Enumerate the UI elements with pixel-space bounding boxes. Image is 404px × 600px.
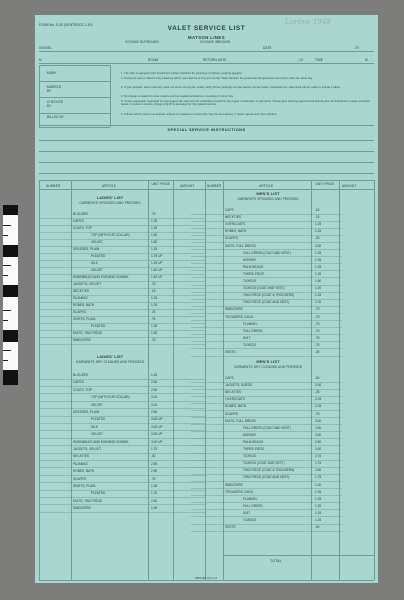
unit-price: .30 — [151, 454, 156, 459]
article-name: FULL DRESS (COAT AND VEST) — [243, 250, 291, 255]
row-rule — [191, 488, 342, 489]
row-rule — [39, 253, 205, 254]
article-name: ROBES, BATH — [73, 469, 95, 474]
article-name: SWEATERS — [73, 338, 91, 342]
notice-1: 1. The ship is equipped with limited but modern facilities for pressing of ordinary wearing apparel. — [121, 72, 243, 75]
row-rule — [39, 302, 205, 303]
article-name: SWEATERS — [73, 506, 91, 511]
row-rule — [39, 497, 205, 498]
unit-price: .75 — [151, 338, 156, 342]
row-rule — [39, 504, 205, 505]
row-rule — [39, 281, 205, 282]
total-label: TOTAL — [270, 559, 282, 563]
unit-price: 1.00 — [151, 506, 158, 511]
article-name: JACKETS, VELVET — [73, 447, 102, 451]
unit-price: 1.25 — [315, 489, 322, 494]
article-name: TUXEDO — [243, 518, 257, 522]
row-rule — [191, 249, 342, 250]
row-rule — [191, 453, 342, 454]
row-rule — [39, 490, 205, 491]
unit-price: 1.75 — [151, 491, 158, 496]
m-label: M — [39, 58, 42, 62]
unit-price: 1.25 — [315, 264, 322, 269]
row-rule — [191, 327, 342, 328]
unit-price: 3.00 — [151, 402, 158, 407]
row-rule — [39, 416, 205, 417]
checked-by-label: CHECKED BY — [47, 100, 64, 108]
unit-price: 1.75 — [315, 475, 322, 480]
col-amount-right: AMOUNT — [342, 184, 357, 188]
room-label: ROOM — [148, 58, 159, 62]
row-rule — [191, 299, 342, 300]
col-article-left: ARTICLE — [102, 184, 117, 188]
article-name: CAPS — [225, 208, 234, 212]
row-rule — [39, 218, 205, 219]
unit-price: .15 — [151, 289, 156, 293]
row-rule — [191, 382, 342, 383]
unit-price: 1.25 — [315, 496, 322, 501]
row-rule — [191, 417, 342, 418]
unit-price: 2.50 — [315, 439, 322, 444]
row-rule — [191, 341, 342, 342]
unit-price: 2.50 — [151, 387, 158, 392]
row-rule — [39, 239, 205, 240]
row-rule — [191, 285, 342, 286]
row-rule — [191, 235, 342, 236]
unit-price: 1.50 — [151, 331, 158, 335]
row-rule — [39, 401, 205, 402]
printer-line: PRINTED IN U.S.A. — [195, 577, 218, 580]
row-rule — [191, 313, 342, 314]
unit-price: 1.50 — [151, 240, 158, 244]
unit-price: .75 — [151, 282, 156, 286]
article-name: THREE-PIECE — [243, 447, 265, 451]
col-unit-price-right: UNIT PRICE — [315, 182, 335, 186]
row-rule — [39, 330, 205, 331]
unit-price: 1.75 — [315, 461, 322, 466]
article-name: FULL DRESS — [243, 503, 263, 508]
unit-price: 1.25 — [151, 247, 158, 251]
color-calibration-ruler — [3, 205, 18, 385]
article-name: PALM BEACH — [243, 439, 264, 444]
article-name: SUITS, FULL DRESS — [225, 243, 256, 248]
row-rule — [191, 495, 342, 496]
article-name: TROUSERS, DUCK — [225, 314, 254, 319]
unit-price: 1.25 — [151, 296, 158, 300]
row-rule — [191, 214, 342, 215]
article-name: JACKETS, SUEDE — [225, 383, 253, 388]
row-rule — [191, 320, 342, 321]
row-rule — [191, 403, 342, 404]
row-rule — [39, 260, 205, 261]
col-number-right: NUMBER — [207, 184, 222, 188]
row-rule — [191, 502, 342, 503]
row-rule — [39, 337, 205, 338]
article-name: TUXEDO — [243, 342, 257, 347]
unit-price: 2.50 — [151, 410, 158, 414]
unit-price: 3.00 — [315, 447, 322, 451]
unit-price: .75 — [315, 314, 320, 319]
row-rule — [39, 482, 205, 483]
row-rule — [191, 263, 342, 264]
row-rule — [191, 356, 342, 357]
row-rule — [191, 460, 342, 461]
article-name: VELVET — [91, 268, 103, 272]
article-name: ROBES, BATH — [225, 404, 247, 409]
article-name: SCARFS — [225, 411, 238, 416]
row-rule — [191, 431, 342, 432]
article-name: TUXEDO (COAT AND VEST) — [243, 286, 285, 291]
row-rule — [39, 423, 205, 424]
row-rule — [191, 424, 342, 425]
unit-price: 1.25 — [315, 510, 322, 515]
article-name: SWEATERS — [225, 482, 243, 487]
article-name: NECKTIES — [225, 215, 241, 220]
unit-price: 1.25 — [315, 250, 322, 255]
article-name: PAJAMAS — [73, 296, 88, 300]
unit-price: 2.50 — [151, 469, 158, 474]
unit-price: 1.25 — [315, 271, 322, 276]
form-code: FORM No. S-30 (SENTENCE-1-49) — [39, 23, 93, 27]
row-rule — [191, 389, 342, 390]
article-name: TWO-PIECE (COAT AND VEST) — [243, 300, 290, 305]
unit-price: .75 — [315, 307, 320, 312]
unit-price: 1.75 — [151, 447, 158, 451]
row-rule — [191, 242, 342, 243]
article-name: ROBES, BATH — [225, 229, 247, 234]
row-rule — [191, 410, 342, 411]
unit-price: .75 — [315, 411, 320, 416]
article-name: SUITS, TWO-PIECE — [73, 331, 103, 335]
article-name: FLANNEL — [243, 321, 258, 326]
unit-price: 3.00 — [315, 383, 322, 388]
unit-price: 2.75 — [315, 454, 322, 459]
row-rule — [39, 295, 205, 296]
unit-price: 1.50 — [315, 279, 322, 283]
article-name: NECKTIES — [73, 289, 89, 293]
article-name: PLEATED — [91, 491, 106, 496]
row-rule — [39, 274, 205, 275]
unit-price: 3.00 UP — [151, 432, 163, 437]
row-rule — [191, 221, 342, 222]
form-subtitle: MATSON LINES — [188, 35, 225, 40]
billed-by-label: BILLED BY — [47, 115, 65, 119]
col-article-right: ARTICLE — [259, 184, 274, 188]
article-name: PLEATED — [91, 254, 106, 258]
unit-price: 3.00 UP — [151, 439, 163, 444]
unit-price: 2.50 — [315, 468, 322, 473]
row-rule — [39, 445, 205, 446]
row-rule — [191, 474, 342, 475]
article-name: SCARFS — [73, 310, 86, 314]
article-name: PLEATED — [91, 324, 106, 328]
vessel-label: VESSEL — [39, 46, 53, 50]
article-name: FULL DRESS (COAT AND VEST) — [243, 425, 291, 430]
unit-price: 1.00 — [315, 482, 322, 487]
mens-dry-list-subtitle: GARMENTS DRY CLEANED AND PRESSED — [233, 365, 303, 369]
notice-4: 4. No charge is made for minor repairs such as replacing buttons or mending of minor rips. — [121, 95, 234, 98]
unit-price: .25 — [315, 236, 320, 241]
row-rule — [39, 316, 205, 317]
unit-price: .15 — [315, 215, 320, 220]
article-name: PAJAMAS — [73, 461, 88, 466]
article-name: FULL DRESS — [243, 328, 263, 333]
unit-price: 1.25 — [151, 219, 158, 223]
row-rule — [191, 445, 342, 446]
article-name: COATS, TOP — [73, 387, 92, 392]
col-unit-price-left: UNIT PRICE — [151, 182, 171, 186]
col-amount-left: AMOUNT — [180, 184, 195, 188]
article-name: BLOUSES — [73, 212, 89, 216]
row-rule — [39, 386, 205, 387]
row-rule — [39, 460, 205, 461]
row-rule — [191, 334, 342, 335]
row-rule — [39, 309, 205, 310]
article-name: TUXEDO — [243, 279, 257, 283]
article-name: FLANNEL — [243, 496, 258, 501]
notice-2: 2. Garments sent to Valet for dry-cleaning will be sent ashore at first port of call. Work will then be performed and garments returned to ship the same day. — [121, 77, 314, 80]
row-rule — [191, 292, 342, 293]
col-number-left: NUMBER — [46, 184, 61, 188]
unit-price: .25 — [315, 390, 320, 395]
unit-price: 2.25 — [315, 397, 322, 402]
article-name: NECKTIES — [225, 390, 241, 395]
row-rule — [191, 467, 342, 468]
article-name: VELVET — [91, 402, 103, 407]
article-name: VESTS — [225, 350, 236, 354]
article-name: ENSEMBLES AND EVENING GOWNS — [73, 275, 129, 279]
voyage-outbound-label: VOYAGE OUTBOUND — [125, 40, 159, 44]
unit-price: 3.00 — [315, 418, 322, 423]
article-name: DRESSES, PLAIN — [73, 247, 100, 251]
row-rule — [39, 453, 205, 454]
unit-price: 3.00 UP — [151, 424, 163, 429]
handwritten-note: Lurline 1948 — [285, 18, 331, 26]
year2-label: , 19 — [297, 58, 303, 62]
row-rule — [39, 467, 205, 468]
unit-price: .75 — [315, 342, 320, 347]
article-name: NECKTIES — [73, 454, 89, 459]
article-name: SILK — [91, 261, 98, 265]
unit-price: 2.50 — [315, 425, 322, 430]
row-rule — [191, 348, 342, 349]
article-name: SCARFS — [225, 236, 238, 241]
unit-price: 1.50 UP — [151, 268, 163, 272]
unit-price: 1.25 UP — [151, 254, 163, 258]
article-name: CAPES — [73, 219, 84, 223]
row-rule — [39, 288, 205, 289]
article-name: JACKETS, VELVET — [73, 282, 102, 286]
article-name: MOHAIR — [243, 257, 256, 262]
article-name: COATS, TOP — [73, 226, 92, 230]
article-name: VESTS — [225, 525, 236, 530]
article-name: CAPES — [73, 380, 84, 385]
m2-label: M — [365, 58, 368, 62]
row-rule — [39, 379, 205, 380]
article-name: VELVET — [91, 240, 103, 244]
date-label: DATE — [263, 46, 272, 50]
marked-by-label: MARKED BY — [47, 85, 62, 93]
article-name: SKIRTS, PLAIN — [73, 317, 96, 321]
article-name: ROBES, BATH — [73, 303, 95, 307]
article-name: VELVET — [91, 432, 103, 437]
row-rule — [39, 430, 205, 431]
unit-price: .25 — [151, 310, 156, 314]
unit-price: 3.00 — [151, 395, 158, 400]
row-rule — [39, 408, 205, 409]
unit-price: 2.50 — [151, 461, 158, 466]
row-rule — [39, 246, 205, 247]
row-rule — [39, 267, 205, 268]
special-instructions-heading: SPECIAL SERVICE INSTRUCTIONS — [167, 127, 246, 132]
notice-3: 3. If your apparel, when returned, does not show one big fat, kindly notify Purser promptly so that search can be made. Collections for valet work will be made by Purser's office. — [121, 86, 341, 89]
unit-price: 2.50 — [151, 380, 158, 385]
ladies-list-title: LADIES' LIST — [96, 195, 124, 200]
article-name: SUIT — [243, 335, 251, 340]
mens-list-title: MEN'S LIST — [256, 191, 280, 196]
unit-price: .75 — [151, 317, 156, 321]
article-name: SWEATERS — [225, 307, 243, 312]
form-title: VALET SERVICE LIST — [167, 25, 246, 32]
article-name: SUITS, TWO-PIECE — [73, 498, 103, 503]
unit-price: 3.00 — [315, 432, 322, 437]
unit-price: .50 — [315, 376, 320, 380]
article-name: THREE-PIECE — [243, 271, 265, 276]
unit-price: 1.25 — [151, 373, 158, 377]
notice-5: 5. Unless especially requested by passengers the valet will not undertake to perform any repair or alteration to garments. Passengers desiring special work should give full directions in space provided below. A minimum service charge of $.25 is assessed for this special service. — [121, 100, 370, 107]
unit-price: 1.25 — [315, 257, 322, 262]
unit-price: .75 — [315, 321, 320, 326]
article-name: SUIT — [243, 510, 251, 515]
article-name: TOP (WITH FUR COLLAR) — [91, 233, 130, 237]
article-name: BLOUSES — [73, 373, 89, 377]
row-rule — [39, 438, 205, 439]
unit-price: 1.25 — [151, 226, 158, 230]
unit-price: .75 — [151, 212, 156, 216]
unit-price: 1.25 — [315, 222, 322, 227]
return-date-label: RETURN DATE — [203, 58, 227, 62]
row-rule — [39, 225, 205, 226]
unit-price: 3.00 UP — [151, 417, 163, 422]
unit-price: 1.25 — [151, 303, 158, 307]
ladies-list-subtitle: GARMENTS SPONGED AND PRESSED — [79, 201, 141, 205]
row-rule — [39, 232, 205, 233]
unit-price: .25 — [315, 350, 320, 354]
unit-price: 2.00 — [315, 243, 322, 248]
row-rule — [191, 228, 342, 229]
valet-service-form — [35, 15, 378, 583]
row-rule — [191, 524, 342, 525]
article-name: TWO-PIECE (COAT AND VEST) — [243, 475, 290, 480]
unit-price: .75 — [151, 476, 156, 481]
article-name: TWO-PIECE (COAT & TROUSERS) — [243, 468, 295, 473]
voyage-inbound-label: VOYAGE INBOUND — [200, 40, 231, 44]
article-name: DRESSES, PLAIN — [73, 410, 100, 414]
ladies-dry-list-subtitle: GARMENTS DRY CLEANED AND PRESSED — [75, 360, 145, 364]
article-name: SCARFS — [73, 476, 86, 481]
unit-price: 1.25 — [315, 293, 322, 298]
row-rule — [191, 396, 342, 397]
article-name: TOP (WITH FUR COLLAR) — [91, 395, 130, 400]
notice-6: 6. Articles which cannot be cleaned, altered or repaired on board ship may be sent ashore, if owner agrees and then practice. — [121, 113, 278, 116]
unit-price: 1.25 — [315, 518, 322, 522]
row-rule — [191, 481, 342, 482]
year-label: , 19 — [353, 46, 359, 50]
unit-price: .75 — [315, 328, 320, 333]
unit-price: .50 — [315, 525, 320, 530]
unit-price: 1.25 — [315, 503, 322, 508]
article-name: TROUSERS, DUCK — [225, 489, 254, 494]
row-rule — [191, 516, 342, 517]
row-rule — [39, 393, 205, 394]
mens-dry-list-title: MEN'S LIST — [256, 359, 280, 364]
article-name: PLEATED — [91, 417, 106, 422]
article-name: MOHAIR — [243, 432, 256, 437]
unit-price: 1.00 — [315, 286, 322, 291]
row-rule — [191, 306, 342, 307]
row-rule — [39, 344, 205, 345]
ladies-dry-list-title: LADIES' LIST — [96, 354, 124, 359]
row-rule — [191, 277, 342, 278]
unit-price: 2.50 — [151, 498, 158, 503]
row-rule — [39, 512, 205, 513]
row-rule — [39, 323, 205, 324]
unit-price: 1.25 — [151, 324, 158, 328]
row-rule — [191, 438, 342, 439]
article-name: PALM BEACH — [243, 264, 264, 269]
row-rule — [191, 531, 342, 532]
article-name: SKIRTS, PLAIN — [73, 484, 96, 488]
row-rule — [39, 475, 205, 476]
article-name: TUXEDO — [243, 454, 257, 459]
unit-price: 1.25 UP — [151, 261, 163, 265]
unit-price: .15 — [315, 208, 320, 212]
article-name: ENSEMBLES AND EVENING GOWNS — [73, 439, 129, 444]
unit-price: .75 — [315, 335, 320, 340]
mens-list-subtitle: GARMENTS SPONGED AND PRESSED — [237, 197, 299, 201]
article-name: OVERCOATS — [225, 397, 245, 402]
unit-price: 1.25 — [151, 484, 158, 488]
article-name: SUITS, FULL DRESS — [225, 418, 256, 423]
unit-price: 1.00 — [315, 300, 322, 305]
article-name: OVERCOATS — [225, 222, 245, 227]
article-name: SILK — [91, 424, 98, 429]
time-label: TIME — [315, 58, 324, 62]
article-name: TUXEDO (COAT AND VEST) — [243, 461, 285, 466]
row-rule — [191, 256, 342, 257]
unit-price: 2.25 — [315, 404, 322, 409]
unit-price: 1.50 — [151, 233, 158, 237]
unit-price: 1.50 UP — [151, 275, 163, 279]
mark-label: MARK — [47, 71, 57, 75]
row-rule — [191, 270, 342, 271]
article-name: CAPS — [225, 376, 234, 380]
article-name: TWO-PIECE (COAT & TROUSERS) — [243, 293, 295, 298]
row-rule — [191, 509, 342, 510]
unit-price: 1.25 — [315, 229, 322, 234]
